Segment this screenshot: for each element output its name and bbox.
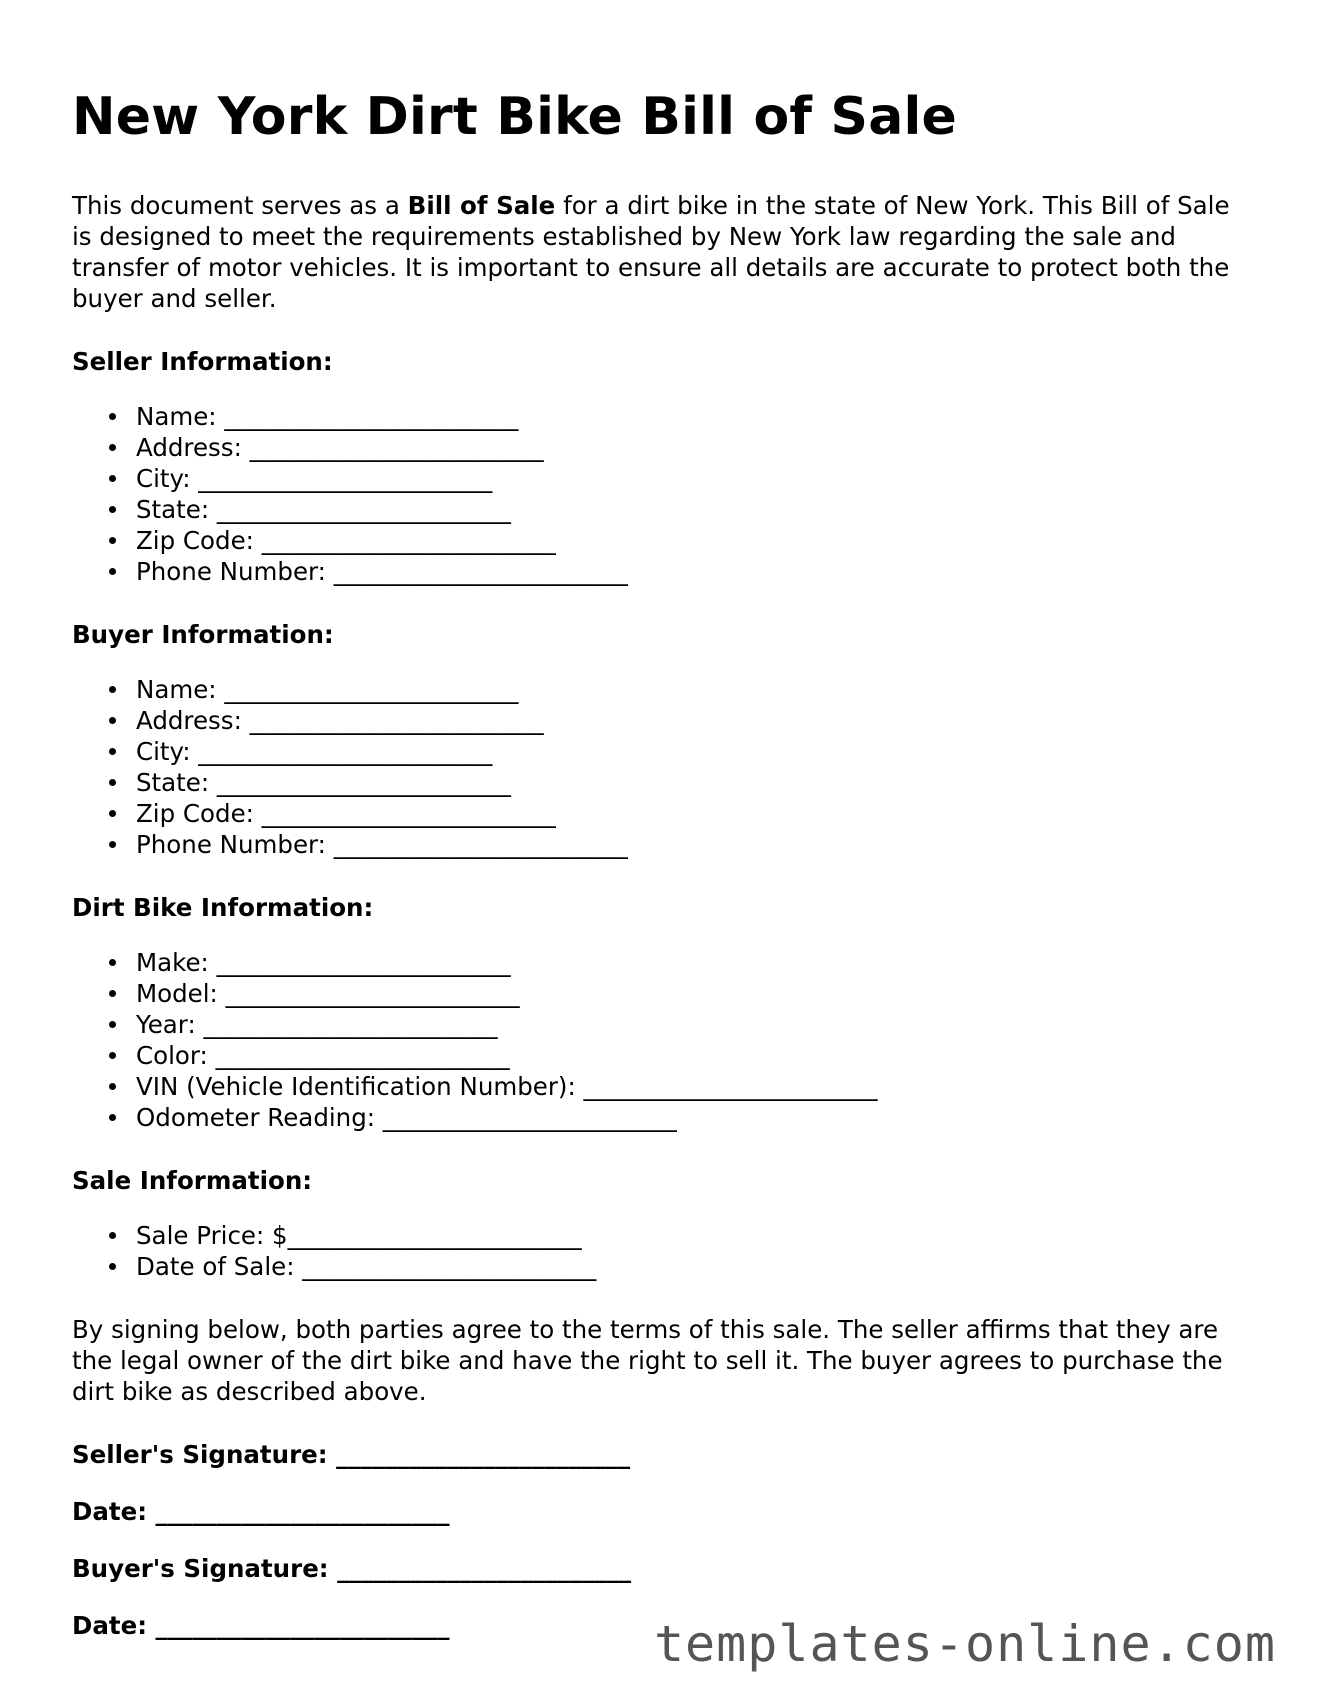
sale-fields [72,1220,1252,1282]
sale-price-field[interactable]: Sale Price: $________________________ [136,1220,1252,1251]
buyer-city-field[interactable]: City: ________________________ [136,736,1252,767]
document-page [72,86,1252,1641]
seller-zip-field[interactable]: Zip Code: ________________________ [136,525,1252,556]
intro-text-1: This document serves as a [72,191,408,221]
intro-bold-text: Bill of Sale [407,191,556,221]
bike-fields [72,947,1252,1133]
seller-address-field[interactable]: Address: ________________________ [136,432,1252,463]
intro-paragraph [72,190,1247,314]
buyer-signature-field[interactable]: Buyer's Signature: ________________________ [72,1554,632,1584]
buyer-fields [72,674,1252,860]
buyer-phone-field[interactable]: Phone Number: ________________________ [136,829,1252,860]
buyer-state-field[interactable]: State: ________________________ [136,767,1252,798]
seller-state-field[interactable]: State: ________________________ [136,494,1252,525]
seller-city-field[interactable]: City: ________________________ [136,463,1252,494]
sale-date-field[interactable]: Date of Sale: ________________________ [136,1251,1252,1282]
buyer-date-field[interactable]: Date: ________________________ [72,1611,450,1641]
bike-heading: Dirt Bike Information: [72,893,374,923]
seller-phone-field[interactable]: Phone Number: ________________________ [136,556,1252,587]
seller-name-field[interactable]: Name: ________________________ [136,401,1252,432]
buyer-name-field[interactable]: Name: ________________________ [136,674,1252,705]
bike-odometer-field[interactable]: Odometer Reading: ________________________ [136,1102,1252,1133]
seller-date-field[interactable]: Date: ________________________ [72,1497,450,1527]
bike-color-field[interactable]: Color: ________________________ [136,1040,1252,1071]
bike-make-field[interactable]: Make: ________________________ [136,947,1252,978]
watermark-text: templates-online.com [653,1615,1276,1673]
seller-signature-field[interactable]: Seller's Signature: ________________________ [72,1440,631,1470]
seller-fields [72,401,1252,587]
bike-year-field[interactable]: Year: ________________________ [136,1009,1252,1040]
sale-heading: Sale Information: [72,1166,313,1196]
intro-text-2: for a dirt bike in the state of New York. This Bill of Sale is designed to meet the requirements established by New York law regarding the sale and transfer of motor vehicles. It is important to ensure all details are accurate to protect both the buyer and seller. [72,191,1230,314]
buyer-heading: Buyer Information: [72,620,334,650]
bike-vin-field[interactable]: VIN (Vehicle Identification Number): ________________________ [136,1071,1252,1102]
buyer-zip-field[interactable]: Zip Code: ________________________ [136,798,1252,829]
bike-model-field[interactable]: Model: ________________________ [136,978,1252,1009]
agreement-paragraph: By signing below, both parties agree to the terms of this sale. The seller affirms that they are the legal owner of the dirt bike and have the right to sell it. The buyer agrees to purchase the dirt bike as described above. [72,1315,1223,1407]
document-title: New York Dirt Bike Bill of Sale [72,87,957,147]
seller-heading: Seller Information: [72,347,333,377]
buyer-address-field[interactable]: Address: ________________________ [136,705,1252,736]
